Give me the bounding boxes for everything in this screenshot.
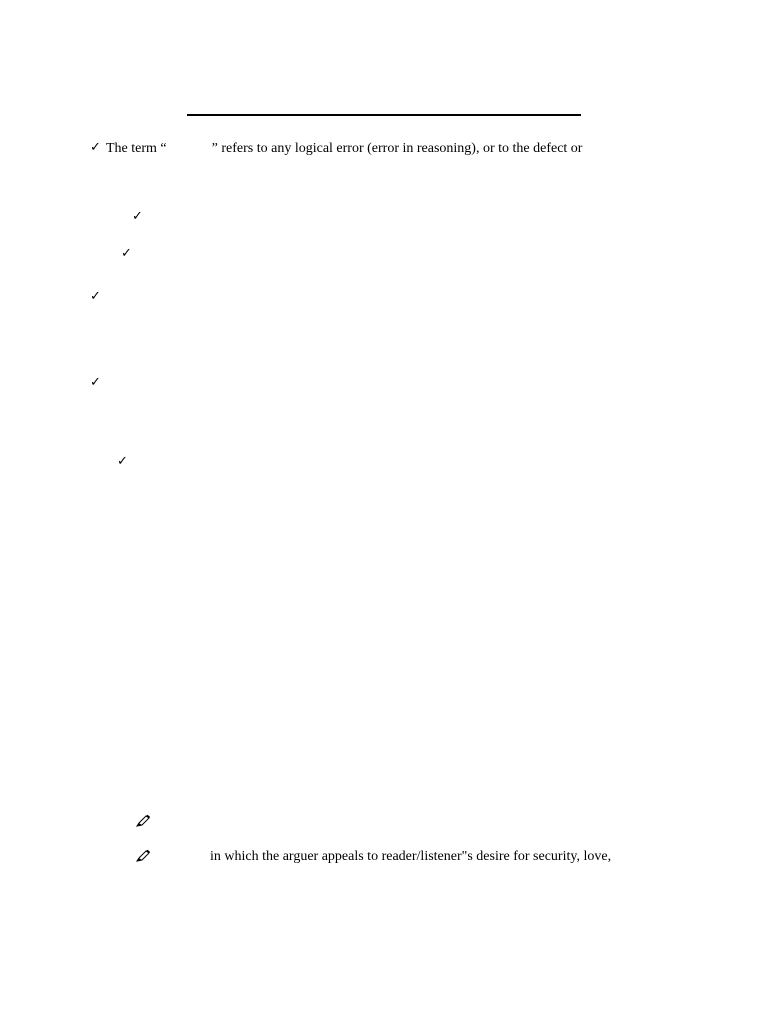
line-1-prefix: The term “: [106, 141, 167, 156]
check-mark-icon: ✓: [132, 209, 143, 224]
check-mark-icon: ✓: [90, 289, 101, 304]
check-mark-icon: ✓: [121, 246, 132, 261]
check-mark-icon: ✓: [90, 140, 101, 155]
check-mark-icon: ✓: [90, 375, 101, 390]
pen-icon: [135, 849, 151, 863]
check-mark-icon: ✓: [117, 454, 128, 469]
paragraph-line-1: [106, 140, 582, 158]
paragraph-line-pen-2: in which the arguer appeals to reader/listener"s desire for security, love,: [210, 849, 612, 864]
pen-icon: [135, 814, 151, 828]
title-underline: [187, 114, 581, 116]
line-1-suffix: ” refers to any logical error (error in reasoning), or to the defect or: [211, 141, 583, 156]
